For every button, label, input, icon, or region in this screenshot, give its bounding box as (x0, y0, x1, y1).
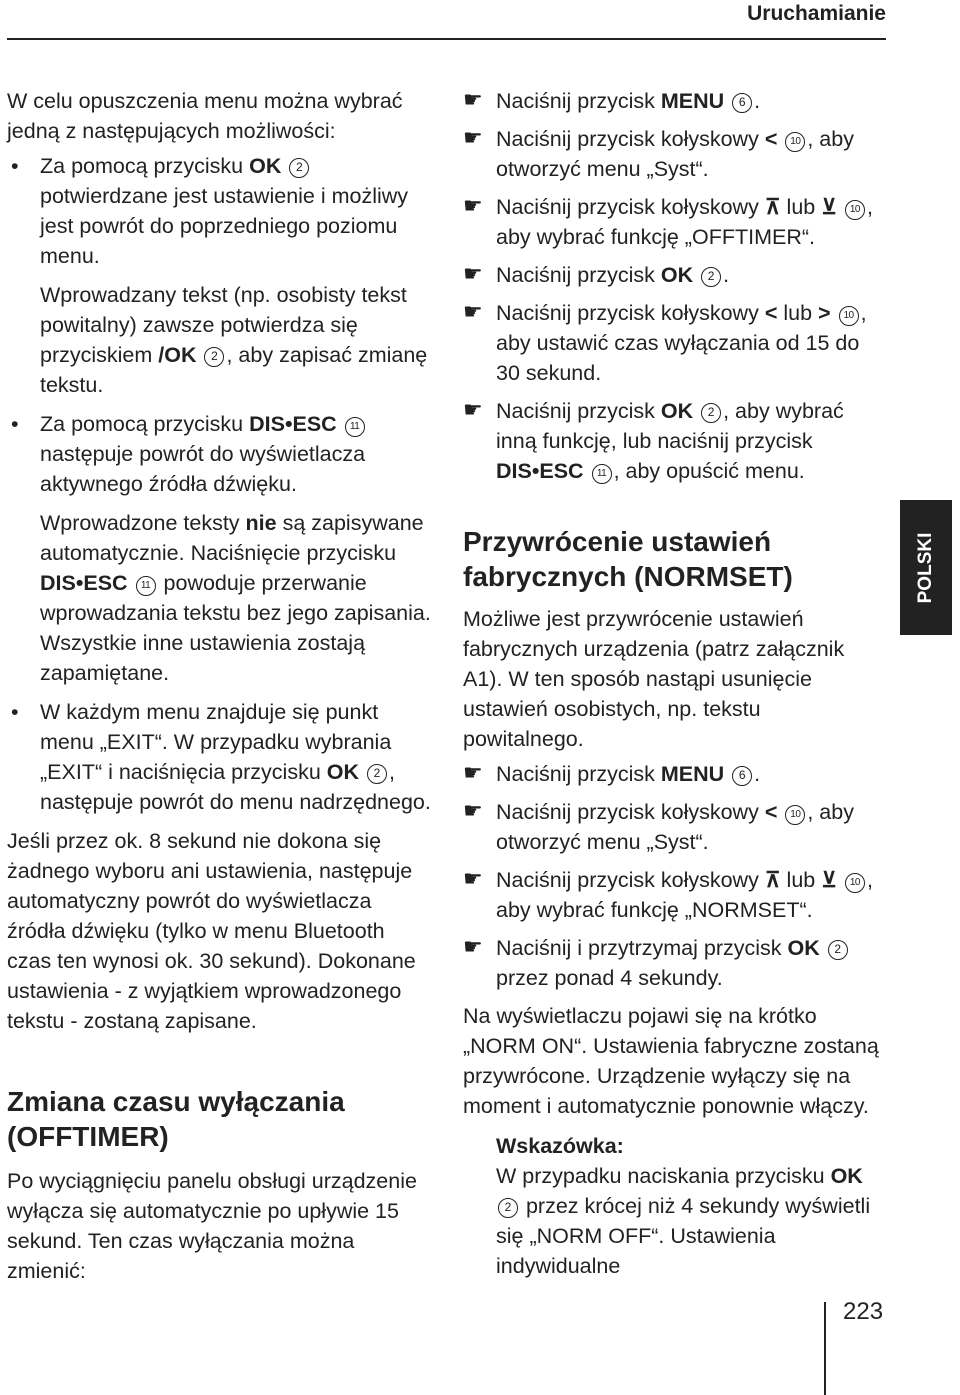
callout-number: 10 (839, 306, 859, 326)
step-item: ☛ Naciśnij przycisk OK 2 , aby wybrać inną funkcję, lub naciśnij przycisk DIS•ESC 11 , aby opuścić menu. (463, 397, 844, 483)
rocker-down-icon: ⊻ (821, 868, 837, 892)
callout-number: 2 (204, 347, 224, 367)
pointing-hand-icon: ☛ (463, 934, 483, 959)
language-tab (900, 500, 952, 635)
timeout-paragraph: Jeśli przez ok. 8 sekund nie dokona się żadnego wyboru ani ustawienia, następuje automatyczny powrót do wyświetlacza źródła dźwięku (tylko w menu Bluetooth czas ten wynosi ok. 30 sekund). Dokonane ustawienia - z wyjątkiem wprowadzonego tekstu - zostaną zapisane. (7, 829, 416, 1033)
callout-number: 6 (732, 93, 752, 113)
rocker-left-icon: < (764, 800, 778, 824)
callout-number: 11 (136, 576, 156, 596)
pointing-hand-icon: ☛ (463, 261, 483, 286)
offtimer-heading: Zmiana czasu wyłączania (OFFTIMER) (7, 1086, 345, 1152)
bullet-dot: • (11, 412, 19, 436)
key-label: DIS•ESC (40, 571, 128, 595)
key-label: MENU (660, 89, 725, 113)
key-label: /OK (158, 343, 197, 367)
bullet-item: • Za pomocą przycisku DIS•ESC 11 następuje powrót do wyświetlacza aktywnego źródła dźwięku. (7, 409, 432, 499)
callout-number: 2 (367, 764, 387, 784)
callout-number: 2 (701, 267, 721, 287)
key-label: DIS•ESC (496, 459, 584, 483)
bullet-item: • W każdym menu znajduje się punkt menu „EXIT“. W przypadku wybrania „EXIT“ i naciśnięcia przycisku OK 2 , następuje powrót do menu nadrzędnego. (7, 697, 432, 817)
callout-number: 2 (498, 1198, 518, 1218)
callout-number: 10 (845, 873, 865, 893)
step-item: ☛ Naciśnij przycisk kołyskowy < lub > 10 , aby ustawić czas wyłączania od 15 do 30 sekund. (463, 299, 867, 385)
bullet-item: • Za pomocą przycisku OK 2 potwierdzane jest ustawienie i możliwy jest powrót do poprzedniego poziomu menu. (7, 151, 432, 271)
pointing-hand-icon: ☛ (463, 193, 483, 218)
key-label: OK (660, 263, 694, 287)
note-body: W przypadku naciskania przycisku OK 2 przez krócej niż 4 sekundy wyświetli się „NORM OFF“. Ustawienia indywidualne (496, 1164, 871, 1278)
normset-paragraph: Możliwe jest przywrócenie ustawień fabrycznych urządzenia (patrz załącznik A1). W ten sposób nastąpi usunięcie ustawień osobistych, np. tekstu powitalnego. (463, 607, 845, 751)
offtimer-paragraph: Po wyciągnięciu panelu obsługi urządzenie wyłącza się automatycznie po upływie 15 sekund. Ten czas wyłączania można zmienić: (7, 1169, 417, 1283)
left-column (7, 86, 432, 1291)
key-label: OK (660, 399, 694, 423)
callout-number: 10 (785, 805, 805, 825)
step-item: ☛ Naciśnij przycisk OK 2 . (463, 261, 730, 287)
pointing-hand-icon: ☛ (463, 87, 483, 112)
rocker-left-icon: < (764, 301, 778, 325)
callout-number: 6 (732, 766, 752, 786)
pointing-hand-icon: ☛ (463, 760, 483, 785)
language-tab-label: POLSKI (915, 532, 936, 603)
key-label: DIS•ESC (249, 412, 337, 436)
pointing-hand-icon: ☛ (463, 798, 483, 823)
page-number: 223 (843, 1298, 884, 1325)
bullet-subtext: Wprowadzone teksty nie są zapisywane automatycznie. Naciśnięcie przycisku DIS•ESC 11 powoduje przerwanie wprowadzania tekstu bez jego zapisania. Wszystkie inne ustawienia zostają zapamiętane. (40, 511, 431, 685)
callout-number: 2 (289, 158, 309, 178)
rocker-down-icon: ⊻ (821, 195, 837, 219)
normset-heading: Przywrócenie ustawień fabrycznych (NORMSET) (463, 526, 793, 592)
intro-paragraph: W celu opuszczenia menu można wybrać jedną z następujących możliwości: (7, 89, 403, 143)
step-item: ☛ Naciśnij przycisk MENU 6 . (463, 87, 761, 113)
bullet-subtext: Wprowadzany tekst (np. osobisty tekst powitalny) zawsze potwierdza się przyciskiem /OK 2 , aby zapisać zmianę tekstu. (40, 283, 428, 397)
callout-number: 10 (785, 132, 805, 152)
pointing-hand-icon: ☛ (463, 866, 483, 891)
step-item: ☛ Naciśnij przycisk MENU 6 . (463, 760, 761, 786)
rocker-right-icon: > (818, 301, 831, 325)
rocker-left-icon: < (764, 127, 778, 151)
section-title: Uruchamianie (747, 2, 886, 25)
callout-number: 11 (592, 464, 612, 484)
pointing-hand-icon: ☛ (463, 299, 483, 324)
callout-number: 11 (345, 417, 365, 437)
footer-divider (824, 1302, 826, 1395)
step-item: ☛ Naciśnij i przytrzymaj przycisk OK 2 przez ponad 4 sekundy. (463, 933, 887, 993)
rocker-up-icon: ⊼ (764, 868, 781, 892)
callout-number: 10 (845, 200, 865, 220)
step-item: ☛ Naciśnij przycisk kołyskowy < 10 , aby otworzyć menu „Syst“. (463, 798, 854, 854)
norm-on-paragraph: Na wyświetlaczu pojawi się na krótko „NORM ON“. Ustawienia fabryczne zostaną przywrócone. Urządzenie wyłączy się na moment i automatycznie ponownie włączy. (463, 1004, 879, 1118)
step-item: ☛ Naciśnij przycisk kołyskowy ⊼ lub ⊻ 10 , aby wybrać funkcję „OFFTIMER“. (463, 193, 873, 249)
key-label: MENU (660, 762, 725, 786)
key-label: OK (787, 936, 820, 960)
callout-number: 2 (828, 940, 848, 960)
key-label: OK (249, 154, 282, 178)
callout-number: 2 (701, 403, 721, 423)
step-item: ☛ Naciśnij przycisk kołyskowy ⊼ lub ⊻ 10 , aby wybrać funkcję „NORMSET“. (463, 866, 873, 922)
rocker-up-icon: ⊼ (764, 195, 781, 219)
pointing-hand-icon: ☛ (463, 397, 483, 422)
key-label: OK (830, 1164, 863, 1188)
header-divider (7, 38, 886, 40)
note-title: Wskazówka: (496, 1134, 624, 1158)
right-column (463, 86, 887, 1281)
pointing-hand-icon: ☛ (463, 125, 483, 150)
key-label: OK (326, 760, 359, 784)
bullet-dot: • (11, 154, 19, 178)
bullet-dot: • (11, 700, 19, 724)
step-item: ☛ Naciśnij przycisk kołyskowy < 10 , aby otworzyć menu „Syst“. (463, 125, 854, 181)
